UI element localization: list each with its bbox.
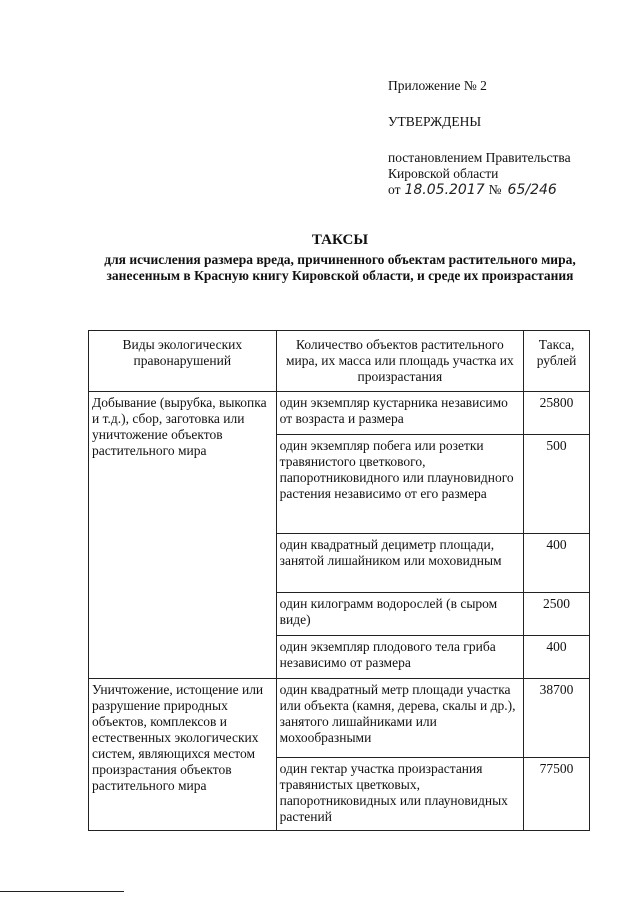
document-title: ТАКСЫ <box>311 232 369 248</box>
fee-cell: 77500 <box>524 758 590 831</box>
fee-cell: 400 <box>524 534 590 593</box>
quantity-cell: один килограмм водорослей (в сыром виде) <box>276 593 523 636</box>
quantity-cell: один экземпляр плодового тела гриба независимо от размера <box>276 636 523 679</box>
approved-label: УТВЕРЖДЕНЫ <box>388 114 482 129</box>
decree-line-1: постановлением Правительства <box>388 150 571 165</box>
number-prefix: № <box>488 182 502 197</box>
footnote-divider <box>0 891 124 892</box>
violation-cell: Добывание (вырубка, выкопка и т.д.), сбор, заготовка или уничтожение объектов растительного мира <box>89 392 277 679</box>
quantity-cell: один экземпляр кустарника независимо от возраста и размера <box>276 392 523 435</box>
table-row <box>89 392 590 435</box>
approval-block <box>388 78 628 198</box>
fee-cell: 500 <box>524 435 590 534</box>
document-subtitle: для исчисления размера вреда, причиненного объектам растительного мира, занесенным в Красную книгу Кировской области, и среде их произрастания <box>104 252 576 283</box>
violation-cell: Уничтожение, истощение или разрушение природных объектов, комплексов и естественных экологических систем, являющихся местом произрастания объектов растительного мира <box>89 679 277 831</box>
handwritten-number: 65/246 <box>507 182 557 198</box>
appendix-label: Приложение № 2 <box>388 78 487 93</box>
fee-cell: 25800 <box>524 392 590 435</box>
table-header-row <box>89 331 590 392</box>
header-quantity: Количество объектов растительного мира, их масса или площадь участка их произрастания <box>276 331 523 392</box>
table-row <box>89 679 590 758</box>
decree-date-number <box>388 182 628 198</box>
header-violation: Виды экологических правонарушений <box>89 331 277 392</box>
quantity-cell: один гектар участка произрастания травянистых цветковых, папоротниковидных или плауновидных растений <box>276 758 523 831</box>
tax-table <box>88 330 590 831</box>
quantity-cell: один квадратный метр площади участка или объекта (камня, дерева, скалы и др.), занятого лишайниками или мохообразными <box>276 679 523 758</box>
fee-cell: 400 <box>524 636 590 679</box>
date-prefix: от <box>388 182 401 197</box>
handwritten-date: 18.05.2017 <box>404 182 485 198</box>
quantity-cell: один экземпляр побега или розетки травянистого цветкового, папоротниковидного или плауновидного растения независимо от его размера <box>276 435 523 534</box>
fee-cell: 2500 <box>524 593 590 636</box>
quantity-cell: один квадратный дециметр площади, занятой лишайником или моховидным <box>276 534 523 593</box>
document-title-block <box>90 232 590 284</box>
decree-line-2: Кировской области <box>388 166 499 181</box>
fee-cell: 38700 <box>524 679 590 758</box>
header-fee: Такса, рублей <box>524 331 590 392</box>
